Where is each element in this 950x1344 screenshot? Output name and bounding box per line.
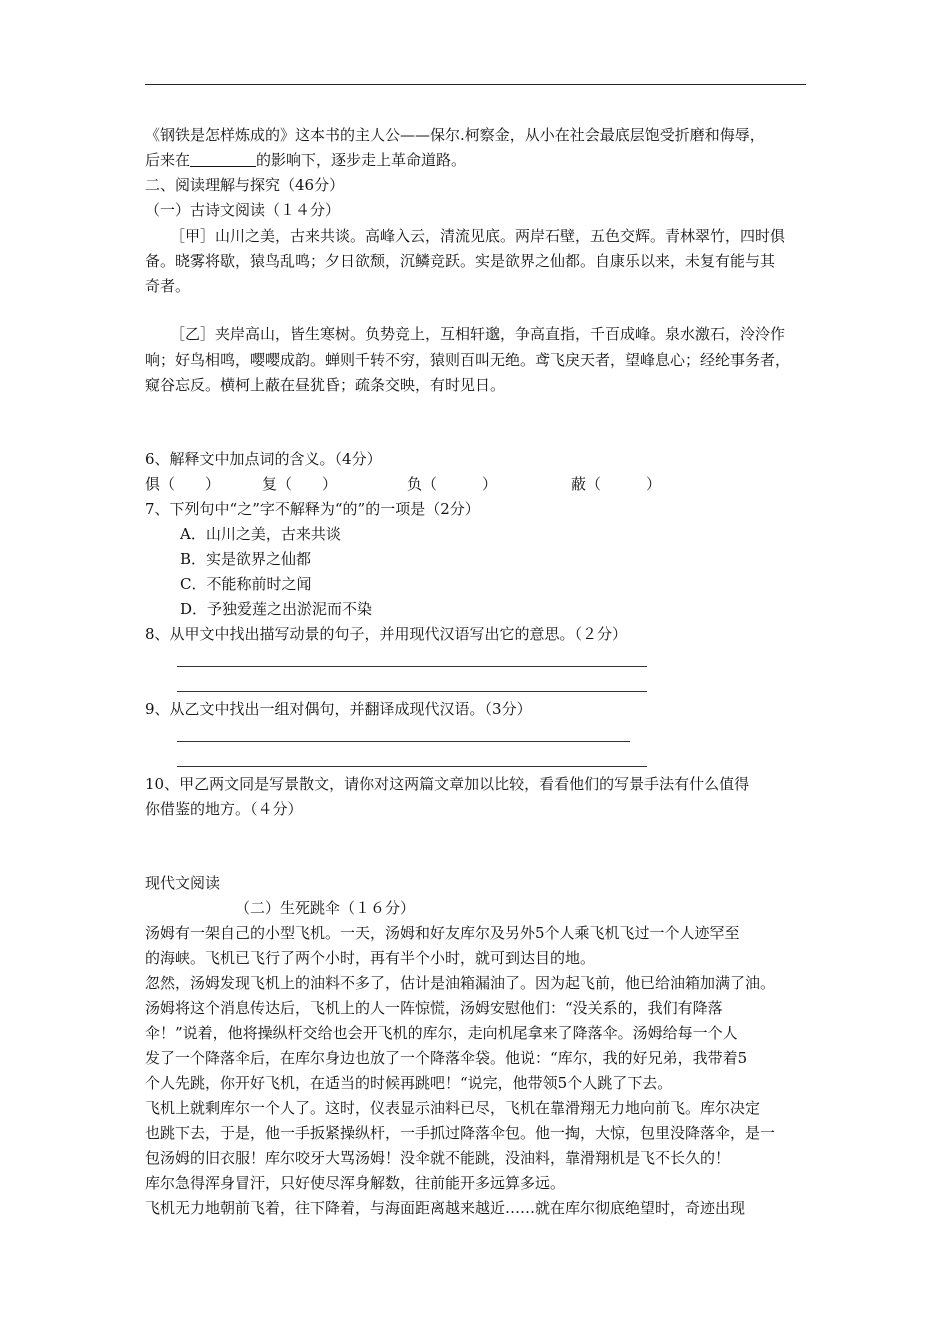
fill-blank-before: 后来在 [145,151,191,169]
q6-item-bi: 蔽（ ） [571,475,662,493]
modern-line-4: 汤姆将这个消息传达后，飞机上的人一阵惊慌，汤姆安慰他们：“没关系的，我们有降落 [145,999,723,1017]
question-9: 9、从乙文中找出一组对偶句，并翻译成现代汉语。（3分） [145,700,532,718]
modern-line-9: 也跳下去，于是，他一手扳紧操纵杆，一手抓过降落伞包。他一掏，大惊，包里没降落伞，是一 [145,1124,776,1142]
question-10-line-1: 10、甲乙两文同是写景散文，请你对这两篇文章加以比较，看看他们的写景手法有什么值得 [145,775,750,793]
q9-answer-line-2[interactable] [177,766,647,767]
yi-line-2: 响；好鸟相鸣，嘤嘤成韵。蝉则千转不穷，猿则百叫无绝。鸢飞戾天者，望峰息心；经纶事务者， [145,351,791,369]
jia-line-2: 备。晓雾将歇，猿鸟乱鸣；夕日欲颓，沉鳞竞跃。实是欲界之仙都。自康乐以来，未复有能与其 [145,252,776,270]
jia-line-3: 奇者。 [145,277,191,295]
modern-line-3: 忽然，汤姆发现飞机上的油料不多了，估计是油箱漏油了。因为起飞前，他已给油箱加满了油。 [145,974,776,992]
question-7: 7、下列句中“之”字不解释为“的”的一项是（2分） [145,500,480,518]
modern-line-8: 飞机上就剩库尔一个人了。这时，仪表显示油料已尽，飞机在靠滑翔无力地向前飞。库尔决定 [145,1099,761,1117]
q6-item-fu2: 负（ ） [407,475,498,493]
section2-title: 二、阅读理解与探究（46分） [145,176,345,194]
q6-item-fu: 复（ ） [262,475,338,493]
modern-line-10: 包汤姆的旧衣服！库尔咬牙大骂汤姆！没伞就不能跳，没油料，靠滑翔机是飞不长久的！ [145,1149,731,1167]
fill-blank-line-2 [145,150,466,170]
question-8: 8、从甲文中找出描写动景的句子，并用现代汉语写出它的意思。（２分） [145,625,628,643]
q7-option-a: A．山川之美，古来共谈 [180,525,341,543]
yi-line-3: 窥谷忘反。横柯上蔽在昼犹昏；疏条交映，有时见日。 [145,376,506,394]
modern-line-5: 伞！”说着，他将操纵杆交给也会开飞机的库尔，走向机尾拿来了降落伞。汤姆给每一个人 [145,1024,738,1042]
fill-blank-line-1: 《钢铁是怎样炼成的》这本书的主人公——保尔.柯察金，从小在社会最底层饱受折磨和侮辱， [145,126,765,144]
q9-answer-line-1[interactable] [177,741,630,742]
modern-heading: 现代文阅读 [145,874,221,892]
q8-answer-line-2[interactable] [177,691,647,692]
header-rule [145,84,806,85]
fill-blank-answer[interactable] [190,152,256,167]
q6-item-ju: 俱（ ） [145,475,221,493]
question-6-items [145,474,661,494]
question-10-line-2: 你借鉴的地方。（４分） [145,800,303,818]
modern-line-12: 飞机无力地朝前飞着，往下降着，与海面距离越来越近……就在库尔彻底绝望时，奇迹出现 [145,1199,746,1217]
modern-line-7: 个人先跳，你开好飞机，在适当的时候再跳吧！“说完，他带领5个人跳了下去。 [145,1074,673,1092]
modern-title: （二）生死跳伞（１６分） [235,899,416,917]
q7-option-b: B．实是欲界之仙都 [180,550,312,568]
fill-blank-after: 的影响下，逐步走上革命道路。 [256,151,467,169]
jia-line-1: ［甲］山川之美，古来共谈。高峰入云，清流见底。两岸石壁，五色交辉。青林翠竹，四时俱 [170,227,786,245]
part1-title: （一）古诗文阅读（１４分） [145,201,341,219]
modern-line-2: 的海峡。飞机已飞行了两个小时，再有半个小时，就可到达目的地。 [145,949,596,967]
q7-option-d: D．予独爱莲之出淤泥而不染 [180,600,373,618]
modern-line-11: 库尔急得浑身冒汗，只好使尽浑身解数，往前能开多远算多远。 [145,1174,566,1192]
modern-line-6: 发了一个降落伞后，在库尔身边也放了一个降落伞袋。他说：“库尔，我的好兄弟，我带着5 [145,1049,748,1067]
modern-line-1: 汤姆有一架自己的小型飞机。一天，汤姆和好友库尔及另外5个人乘飞机飞过一个人迹罕至 [145,924,740,942]
q7-option-c: C．不能称前时之闻 [180,575,312,593]
yi-line-1: ［乙］夹岸高山，皆生寒树。负势竞上，互相轩邈，争高直指，千百成峰。泉水激石，泠泠作 [170,325,786,343]
question-6: 6、解释文中加点词的含义。（4分） [145,450,382,468]
q8-answer-line-1[interactable] [177,666,647,667]
